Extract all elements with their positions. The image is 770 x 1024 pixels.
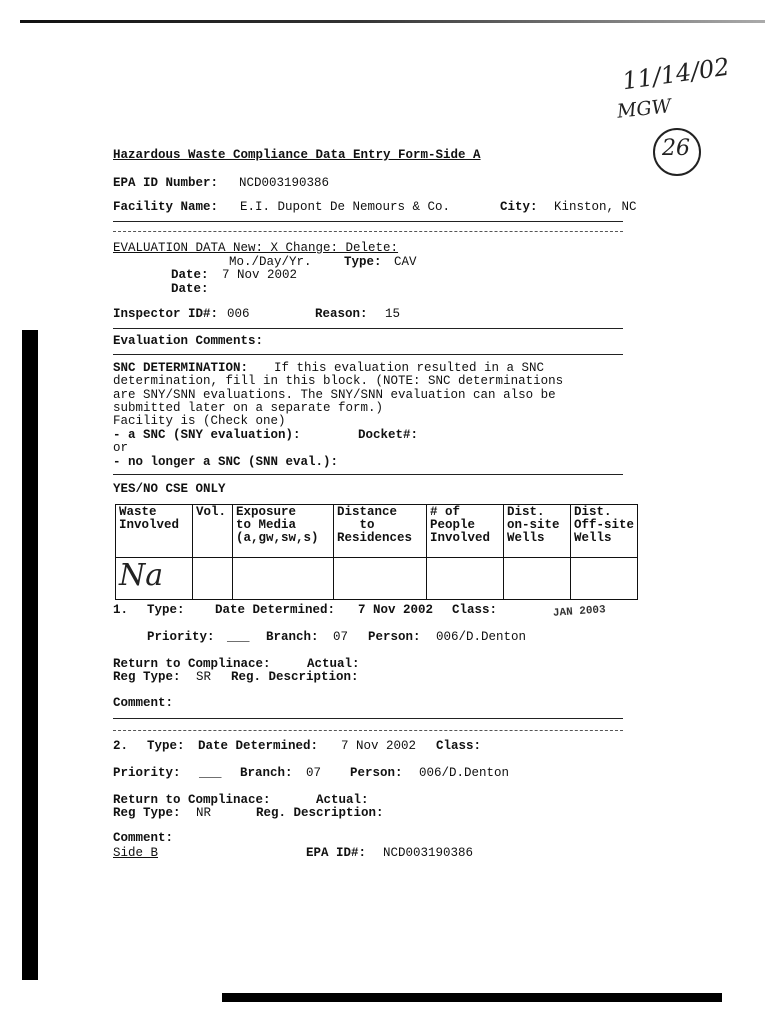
handwritten-initials: MGW — [615, 95, 673, 123]
violation-2-date-determined-label: Date Determined: — [198, 739, 319, 753]
scan-left-border — [22, 330, 38, 980]
inspector-id-label: Inspector ID#: — [113, 307, 219, 321]
violation-2-return-label: Return to Complinace: — [113, 793, 271, 807]
column-header-waste-involved: Waste Involved — [116, 505, 193, 558]
scan-top-edge — [20, 20, 765, 23]
column-header-onsite-wells: Dist. on-site Wells — [504, 505, 571, 558]
facility-name-label: Facility Name: — [113, 200, 219, 214]
cell-onsite-wells — [504, 558, 571, 600]
cell-offsite-wells — [571, 558, 638, 600]
evaluation-data-header: EVALUATION DATA New: X Change: Delete: — [113, 241, 399, 255]
page-number: 26 — [662, 136, 690, 161]
evaluation-comments-label: Evaluation Comments: — [113, 334, 264, 348]
divider — [113, 718, 623, 719]
cell-distance — [334, 558, 427, 600]
cell-waste-involved — [116, 558, 193, 600]
facility-name-value: E.I. Dupont De Nemours & Co. — [240, 200, 451, 214]
snc-or: or — [113, 441, 129, 455]
cse-table-row — [116, 558, 638, 600]
evaluation-type-label: Type: — [344, 255, 382, 269]
handwritten-na: Na — [119, 558, 164, 593]
violation-1-type-label: Type: — [147, 603, 185, 617]
column-header-people-involved: # of People Involved — [427, 505, 504, 558]
side-b-label: Side B — [113, 846, 159, 860]
violation-1-branch-value: 07 — [333, 630, 349, 644]
city-value: Kinston, NC — [554, 200, 637, 214]
cse-table-header-row — [116, 505, 638, 558]
divider — [113, 231, 623, 232]
footer-epa-id-value: NCD003190386 — [383, 846, 474, 860]
violation-2-type-label: Type: — [147, 739, 185, 753]
violation-2-actual-label: Actual: — [316, 793, 369, 807]
violation-2-priority-blank: ___ — [199, 766, 222, 780]
divider — [113, 474, 623, 475]
reason-label: Reason: — [315, 307, 368, 321]
violation-2-date-determined-value: 7 Nov 2002 — [341, 739, 417, 753]
received-stamp: JAN 2003 — [552, 604, 607, 620]
column-header-vol: Vol. — [193, 505, 233, 558]
violation-1-person-label: Person: — [368, 630, 421, 644]
snc-text-line: If this evaluation resulted in a SNC — [274, 361, 545, 375]
violation-1-reg-desc-label: Reg. Description: — [231, 670, 359, 684]
violation-1-class-label: Class: — [452, 603, 498, 617]
violation-2-person-label: Person: — [350, 766, 403, 780]
snc-determination-label: SNC DETERMINATION: — [113, 361, 249, 375]
violation-1-reg-type-label: Reg Type: — [113, 670, 181, 684]
violation-1-branch-label: Branch: — [266, 630, 319, 644]
snc-text-line: are SNY/SNN evaluations. The SNY/SNN evaluation can also be — [113, 388, 556, 402]
snc-option-sny: - a SNC (SNY evaluation): — [113, 428, 301, 442]
snc-text-line: submitted later on a separate form.) — [113, 401, 384, 415]
violation-1-reg-type-value: SR — [196, 670, 212, 684]
violation-2-person-value: 006/D.Denton — [419, 766, 510, 780]
cse-only-label: YES/NO CSE ONLY — [113, 482, 226, 496]
violation-1-return-label: Return to Complinace: — [113, 657, 271, 671]
divider — [113, 730, 623, 731]
violation-2-reg-type-value: NR — [196, 806, 212, 820]
column-header-offsite-wells: Dist. Off-site Wells — [571, 505, 638, 558]
evaluation-date-value: 7 Nov 2002 — [222, 268, 298, 282]
evaluation-type-value: CAV — [394, 255, 417, 269]
epa-id-value: NCD003190386 — [239, 176, 330, 190]
violation-1-person-value: 006/D.Denton — [436, 630, 527, 644]
epa-id-label: EPA ID Number: — [113, 176, 219, 190]
cell-people — [427, 558, 504, 600]
violation-1-priority-blank: ___ — [227, 630, 250, 644]
violation-1-number: 1. — [113, 603, 129, 617]
city-label: City: — [500, 200, 538, 214]
cell-exposure — [233, 558, 334, 600]
violation-2-reg-desc-label: Reg. Description: — [256, 806, 384, 820]
violation-1-date-determined-label: Date Determined: — [215, 603, 336, 617]
inspector-id-value: 006 — [227, 307, 250, 321]
scan-bottom-edge — [222, 993, 722, 1002]
docket-label: Docket#: — [358, 428, 419, 442]
violation-2-class-label: Class: — [436, 739, 482, 753]
violation-2-branch-value: 07 — [306, 766, 322, 780]
violation-2-reg-type-label: Reg Type: — [113, 806, 181, 820]
form-title: Hazardous Waste Compliance Data Entry Form-Side A — [113, 148, 481, 162]
evaluation-date-label: Date: — [171, 268, 209, 282]
footer-epa-id-label: EPA ID#: — [306, 846, 367, 860]
evaluation-date2-label: Date: — [171, 282, 209, 296]
snc-text-line: Facility is (Check one) — [113, 414, 286, 428]
cse-table — [115, 504, 638, 600]
violation-2-number: 2. — [113, 739, 129, 753]
date-format-label: Mo./Day/Yr. — [229, 255, 312, 269]
handwritten-date: 11/14/02 — [620, 52, 732, 96]
divider — [113, 221, 623, 222]
cell-vol — [193, 558, 233, 600]
snc-text-line: determination, fill in this block. (NOTE: SNC determinations — [113, 374, 564, 388]
column-header-distance: Distance to Residences — [334, 505, 427, 558]
snc-option-snn: - no longer a SNC (SNN eval.): — [113, 455, 339, 469]
violation-1-comment-label: Comment: — [113, 696, 174, 710]
violation-1-date-determined-value: 7 Nov 2002 — [358, 603, 434, 617]
reason-value: 15 — [385, 307, 401, 321]
violation-2-comment-label: Comment: — [113, 831, 174, 845]
violation-2-priority-label: Priority: — [113, 766, 181, 780]
violation-1-priority-label: Priority: — [147, 630, 215, 644]
violation-2-branch-label: Branch: — [240, 766, 293, 780]
violation-1-actual-label: Actual: — [307, 657, 360, 671]
divider — [113, 328, 623, 329]
column-header-exposure: Exposure to Media (a,gw,sw,s) — [233, 505, 334, 558]
divider — [113, 354, 623, 355]
